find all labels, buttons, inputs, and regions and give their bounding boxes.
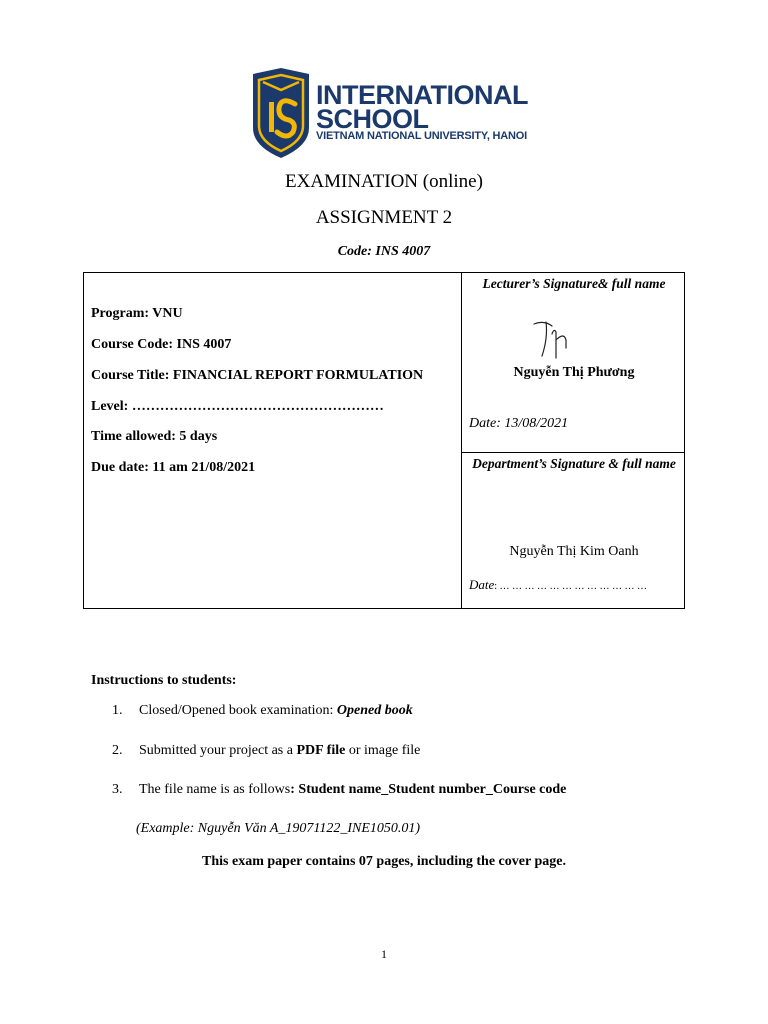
department-date-label: Date xyxy=(469,577,495,592)
instruction-emphasis: PDF file xyxy=(296,743,346,758)
lecturer-date: Date: 13/08/2021 xyxy=(469,416,569,431)
instruction-text-after: or image file xyxy=(345,743,421,758)
instruction-number: 1. xyxy=(112,703,123,718)
instructions-heading: Instructions to students: xyxy=(91,673,237,688)
table-horizontal-divider xyxy=(461,452,685,453)
logo-line-school: SCHOOL xyxy=(316,104,429,134)
department-date-blank: : … … … … … … … … … … … … xyxy=(494,581,648,592)
exam-title: EXAMINATION (online) xyxy=(285,171,483,192)
department-head-name: Nguyễn Thị Kim Oanh xyxy=(509,544,639,559)
course-code-line: Course Code: INS 4007 xyxy=(91,337,232,352)
instruction-number: 3. xyxy=(112,782,123,797)
instruction-number: 2. xyxy=(112,743,123,758)
instruction-text: Closed/Opened book examination: xyxy=(139,703,337,718)
department-date xyxy=(469,577,647,593)
instruction-text: The file name is as follows xyxy=(139,782,291,797)
due-date-line: Due date: 11 am 21/08/2021 xyxy=(91,460,256,475)
lecturer-signature-heading: Lecturer’s Signature& full name xyxy=(482,276,666,291)
pages-note: This exam paper contains 07 pages, including the cover page. xyxy=(202,854,566,869)
exam-code: Code: INS 4007 xyxy=(337,244,431,259)
lecturer-name: Nguyễn Thị Phương xyxy=(513,365,635,380)
instruction-text: Submitted your project as a xyxy=(139,743,297,758)
logo-line-university: VIETNAM NATIONAL UNIVERSITY, HANOI xyxy=(316,130,527,142)
program-line: Program: VNU xyxy=(91,306,183,321)
department-signature-heading: Department’s Signature & full name xyxy=(472,456,676,471)
instruction-emphasis: Opened book xyxy=(336,703,413,718)
course-title-line: Course Title: FINANCIAL REPORT FORMULATION xyxy=(91,368,424,383)
table-vertical-divider xyxy=(461,272,462,609)
lecturer-handwritten-signature xyxy=(532,318,577,362)
time-allowed-line: Time allowed: 5 days xyxy=(91,429,218,444)
assignment-title: ASSIGNMENT 2 xyxy=(315,207,453,228)
instruction-item xyxy=(112,703,413,719)
logo-line-international: INTERNATIONAL xyxy=(316,80,528,110)
page-number: 1 xyxy=(381,947,387,961)
level-line: Level: ……………………………………………… xyxy=(91,399,384,414)
instruction-item xyxy=(112,743,420,759)
file-name-example: (Example: Nguyễn Văn A_19071122_INE1050.01) xyxy=(136,821,421,836)
instruction-emphasis: : Student name_Student number_Course code xyxy=(290,782,567,797)
instruction-item xyxy=(112,782,566,798)
